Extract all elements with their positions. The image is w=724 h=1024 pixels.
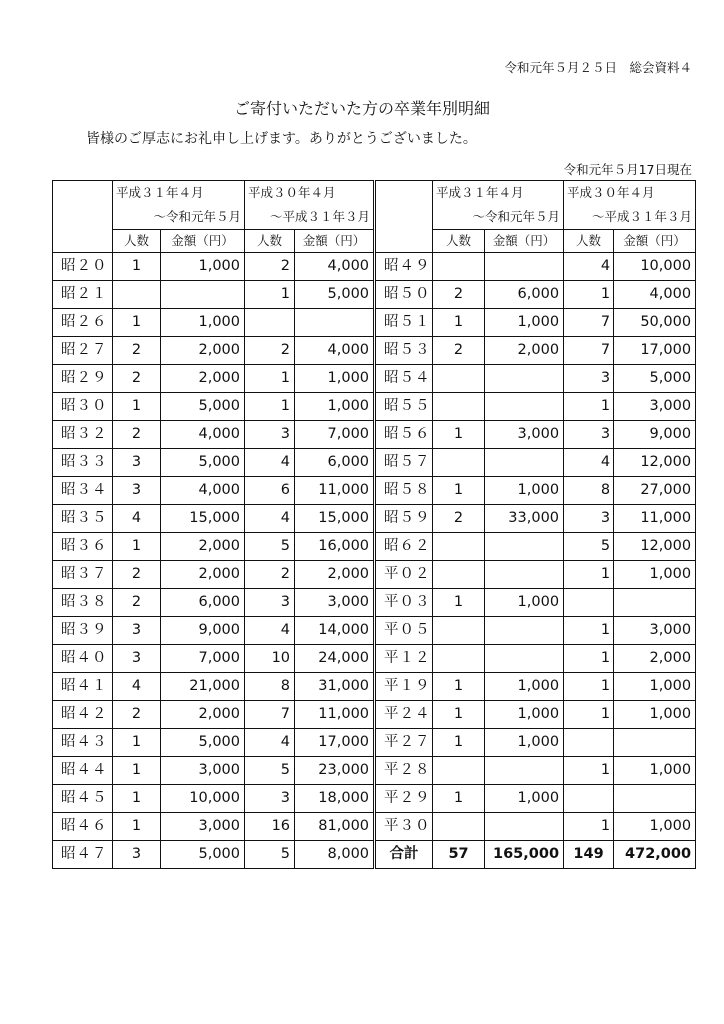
right-period-a-count: 1 xyxy=(433,785,485,813)
right-period-a-amount xyxy=(485,253,564,281)
left-period-a-end: ～令和元年５月 xyxy=(113,205,245,230)
left-period-b-amount: 11,000 xyxy=(295,477,375,505)
left-period-b-count: 10 xyxy=(245,645,295,673)
right-period-b-amount: 1,000 xyxy=(614,561,696,589)
left-period-b-count: 6 xyxy=(245,477,295,505)
amount-header: 金額（円） xyxy=(295,230,375,253)
left-period-b-amount: 18,000 xyxy=(295,785,375,813)
right-period-a-amount: 3,000 xyxy=(485,421,564,449)
table-row xyxy=(53,505,696,533)
as-of-date: 令和元年５月17日現在 xyxy=(563,162,692,177)
right-period-a-count xyxy=(433,393,485,421)
right-period-a-amount xyxy=(485,393,564,421)
left-period-b-amount: 81,000 xyxy=(295,813,375,841)
left-period-a-amount: 2,000 xyxy=(161,533,245,561)
table-row xyxy=(53,589,696,617)
right-period-a-count: 1 xyxy=(433,729,485,757)
left-period-a-amount: 3,000 xyxy=(161,813,245,841)
right-period-b-amount: 2,000 xyxy=(614,645,696,673)
right-graduation-year: 昭５９ xyxy=(375,505,433,533)
document-reference: 令和元年５月２５日 総会資料４ xyxy=(504,60,692,75)
count-header: 人数 xyxy=(245,230,295,253)
left-period-b-amount: 31,000 xyxy=(295,673,375,701)
left-period-b-amount: 17,000 xyxy=(295,729,375,757)
year-header-cell xyxy=(375,181,433,253)
right-period-a-count: 1 xyxy=(433,673,485,701)
right-graduation-year: 平１２ xyxy=(375,645,433,673)
left-period-b-count: 8 xyxy=(245,673,295,701)
right-period-b-count: 7 xyxy=(564,309,614,337)
left-graduation-year: 昭４７ xyxy=(53,841,113,869)
left-period-b-count: 3 xyxy=(245,421,295,449)
right-period-b-count xyxy=(564,785,614,813)
right-period-a-amount: 6,000 xyxy=(485,281,564,309)
right-period-a-amount xyxy=(485,813,564,841)
right-period-a-count: 2 xyxy=(433,281,485,309)
left-period-b-count: 2 xyxy=(245,337,295,365)
left-period-a-amount xyxy=(161,281,245,309)
left-graduation-year: 昭２７ xyxy=(53,337,113,365)
right-graduation-year: 昭５８ xyxy=(375,477,433,505)
right-graduation-year: 平２７ xyxy=(375,729,433,757)
left-period-a-count: 4 xyxy=(113,673,161,701)
header-row-period-end xyxy=(53,205,696,230)
left-period-a-amount: 5,000 xyxy=(161,841,245,869)
left-period-a-amount: 2,000 xyxy=(161,337,245,365)
table-row xyxy=(53,645,696,673)
right-period-b-count: 1 xyxy=(564,281,614,309)
left-period-a-amount: 2,000 xyxy=(161,701,245,729)
right-period-b-amount: 12,000 xyxy=(614,533,696,561)
left-period-b-amount: 16,000 xyxy=(295,533,375,561)
right-period-a-count xyxy=(433,561,485,589)
left-period-b-amount: 4,000 xyxy=(295,337,375,365)
left-graduation-year: 昭４６ xyxy=(53,813,113,841)
left-graduation-year: 昭３０ xyxy=(53,393,113,421)
amount-header: 金額（円） xyxy=(485,230,564,253)
right-period-b-amount: 11,000 xyxy=(614,505,696,533)
right-graduation-year: 平２８ xyxy=(375,757,433,785)
right-period-a-amount: 1,000 xyxy=(485,673,564,701)
right-period-a-amount xyxy=(485,449,564,477)
left-period-a-amount: 4,000 xyxy=(161,477,245,505)
right-period-a-count xyxy=(433,813,485,841)
left-graduation-year: 昭４５ xyxy=(53,785,113,813)
donation-table xyxy=(52,180,696,869)
count-header: 人数 xyxy=(113,230,161,253)
right-period-b-amount xyxy=(614,785,696,813)
left-period-a-count: 1 xyxy=(113,533,161,561)
left-period-b-count: 5 xyxy=(245,841,295,869)
left-period-a-count: 3 xyxy=(113,477,161,505)
left-period-a-amount: 1,000 xyxy=(161,309,245,337)
right-period-b-count: 1 xyxy=(564,701,614,729)
left-period-b-amount: 24,000 xyxy=(295,645,375,673)
right-period-a-amount xyxy=(485,645,564,673)
right-period-b-count: 1 xyxy=(564,645,614,673)
left-period-a-count: 2 xyxy=(113,421,161,449)
left-period-b-count: 4 xyxy=(245,617,295,645)
right-period-b-count: 4 xyxy=(564,253,614,281)
right-period-a-count xyxy=(433,757,485,785)
right-period-a-count: 2 xyxy=(433,337,485,365)
left-period-b-count: 4 xyxy=(245,729,295,757)
left-period-b-amount: 5,000 xyxy=(295,281,375,309)
left-period-b-count: 5 xyxy=(245,533,295,561)
left-graduation-year: 昭３９ xyxy=(53,617,113,645)
left-period-b-count: 5 xyxy=(245,757,295,785)
right-period-a-count xyxy=(433,617,485,645)
left-period-b-count: 3 xyxy=(245,589,295,617)
table-row xyxy=(53,701,696,729)
right-period-a-start: 平成３１年４月 xyxy=(433,181,564,206)
right-period-b-count: 8 xyxy=(564,477,614,505)
right-period-a-amount: 1,000 xyxy=(485,729,564,757)
right-period-a-amount xyxy=(485,365,564,393)
right-period-a-count xyxy=(433,533,485,561)
total-period-b-count: 149 xyxy=(564,841,614,869)
right-period-b-amount: 10,000 xyxy=(614,253,696,281)
right-period-a-amount xyxy=(485,757,564,785)
right-period-a-count xyxy=(433,449,485,477)
left-period-a-count: 3 xyxy=(113,841,161,869)
right-period-b-amount: 1,000 xyxy=(614,813,696,841)
left-period-a-amount: 5,000 xyxy=(161,729,245,757)
left-graduation-year: 昭３８ xyxy=(53,589,113,617)
right-period-a-amount xyxy=(485,561,564,589)
left-graduation-year: 昭４３ xyxy=(53,729,113,757)
right-graduation-year: 昭５４ xyxy=(375,365,433,393)
left-graduation-year: 昭３４ xyxy=(53,477,113,505)
right-period-b-amount: 5,000 xyxy=(614,365,696,393)
left-period-a-count: 2 xyxy=(113,365,161,393)
left-period-b-amount: 4,000 xyxy=(295,253,375,281)
left-period-b-count: 4 xyxy=(245,505,295,533)
right-period-b-amount: 17,000 xyxy=(614,337,696,365)
left-period-a-count: 4 xyxy=(113,505,161,533)
left-period-a-count: 3 xyxy=(113,449,161,477)
right-graduation-year: 平０５ xyxy=(375,617,433,645)
right-period-b-count: 3 xyxy=(564,421,614,449)
left-graduation-year: 昭３５ xyxy=(53,505,113,533)
right-graduation-year: 平０２ xyxy=(375,561,433,589)
right-period-b-amount: 3,000 xyxy=(614,393,696,421)
left-period-a-amount: 15,000 xyxy=(161,505,245,533)
left-period-a-count xyxy=(113,281,161,309)
right-graduation-year: 昭５３ xyxy=(375,337,433,365)
total-label: 合計 xyxy=(375,841,433,869)
left-graduation-year: 昭４０ xyxy=(53,645,113,673)
left-period-a-count: 1 xyxy=(113,813,161,841)
left-period-b-amount: 3,000 xyxy=(295,589,375,617)
right-period-a-count: 1 xyxy=(433,309,485,337)
total-period-a-amount: 165,000 xyxy=(485,841,564,869)
left-period-b-count: 16 xyxy=(245,813,295,841)
right-period-a-amount: 1,000 xyxy=(485,589,564,617)
left-period-a-count: 2 xyxy=(113,701,161,729)
right-period-b-amount: 27,000 xyxy=(614,477,696,505)
left-graduation-year: 昭４２ xyxy=(53,701,113,729)
table-row xyxy=(53,813,696,841)
table-row xyxy=(53,561,696,589)
total-period-b-amount: 472,000 xyxy=(614,841,696,869)
left-period-b-count xyxy=(245,309,295,337)
right-period-b-amount xyxy=(614,729,696,757)
right-period-a-end: ～令和元年５月 xyxy=(433,205,564,230)
left-period-a-start: 平成３１年４月 xyxy=(113,181,245,206)
left-period-a-count: 2 xyxy=(113,561,161,589)
left-period-a-count: 1 xyxy=(113,253,161,281)
header-row-period-start xyxy=(53,181,696,206)
table-row xyxy=(53,617,696,645)
table-row xyxy=(53,533,696,561)
left-period-a-amount: 4,000 xyxy=(161,421,245,449)
table-row xyxy=(53,673,696,701)
left-graduation-year: 昭２１ xyxy=(53,281,113,309)
left-period-b-amount: 1,000 xyxy=(295,365,375,393)
left-period-a-amount: 6,000 xyxy=(161,589,245,617)
table-row xyxy=(53,309,696,337)
left-period-b-count: 3 xyxy=(245,785,295,813)
right-period-b-count: 1 xyxy=(564,561,614,589)
right-graduation-year: 昭６２ xyxy=(375,533,433,561)
left-period-a-count: 2 xyxy=(113,337,161,365)
right-period-b-count: 1 xyxy=(564,673,614,701)
table-row xyxy=(53,281,696,309)
total-row xyxy=(53,841,696,869)
left-period-b-amount: 1,000 xyxy=(295,393,375,421)
right-period-b-count xyxy=(564,589,614,617)
left-graduation-year: 昭４４ xyxy=(53,757,113,785)
right-graduation-year: 平３０ xyxy=(375,813,433,841)
right-period-a-amount xyxy=(485,533,564,561)
page-title: ご寄付いただいた方の卒業年別明細 xyxy=(233,99,490,118)
table-row xyxy=(53,253,696,281)
left-period-b-amount: 23,000 xyxy=(295,757,375,785)
left-period-b-count: 2 xyxy=(245,561,295,589)
left-period-a-amount: 9,000 xyxy=(161,617,245,645)
left-graduation-year: 昭３２ xyxy=(53,421,113,449)
right-period-b-count: 4 xyxy=(564,449,614,477)
right-period-b-amount xyxy=(614,589,696,617)
table-row xyxy=(53,393,696,421)
left-period-a-count: 3 xyxy=(113,645,161,673)
right-period-b-count: 7 xyxy=(564,337,614,365)
table-row xyxy=(53,421,696,449)
amount-header: 金額（円） xyxy=(614,230,696,253)
table-row xyxy=(53,449,696,477)
left-period-b-amount: 14,000 xyxy=(295,617,375,645)
right-period-a-amount xyxy=(485,617,564,645)
right-period-b-count: 3 xyxy=(564,505,614,533)
left-graduation-year: 昭３３ xyxy=(53,449,113,477)
left-period-b-count: 7 xyxy=(245,701,295,729)
table-row xyxy=(53,785,696,813)
table-row xyxy=(53,337,696,365)
right-period-a-count: 2 xyxy=(433,505,485,533)
right-graduation-year: 平２４ xyxy=(375,701,433,729)
left-graduation-year: 昭３６ xyxy=(53,533,113,561)
left-graduation-year: 昭４１ xyxy=(53,673,113,701)
right-period-a-count: 1 xyxy=(433,421,485,449)
left-period-b-count: 4 xyxy=(245,449,295,477)
right-period-b-count: 1 xyxy=(564,757,614,785)
left-period-a-count: 1 xyxy=(113,757,161,785)
right-period-b-amount: 1,000 xyxy=(614,757,696,785)
right-period-a-count: 1 xyxy=(433,477,485,505)
right-period-a-count xyxy=(433,365,485,393)
table-row xyxy=(53,477,696,505)
header-row-units xyxy=(53,230,696,253)
left-period-a-amount: 5,000 xyxy=(161,393,245,421)
right-period-a-count xyxy=(433,253,485,281)
left-period-b-amount: 11,000 xyxy=(295,701,375,729)
right-period-a-amount: 1,000 xyxy=(485,785,564,813)
right-period-b-start: 平成３０年４月 xyxy=(564,181,696,206)
right-period-a-amount: 1,000 xyxy=(485,309,564,337)
left-period-a-count: 3 xyxy=(113,617,161,645)
left-period-a-count: 2 xyxy=(113,589,161,617)
left-period-b-amount: 6,000 xyxy=(295,449,375,477)
right-period-b-amount: 1,000 xyxy=(614,701,696,729)
table-row xyxy=(53,365,696,393)
right-period-a-amount: 1,000 xyxy=(485,477,564,505)
left-graduation-year: 昭３７ xyxy=(53,561,113,589)
left-period-a-amount: 5,000 xyxy=(161,449,245,477)
left-period-b-count: 1 xyxy=(245,281,295,309)
right-period-b-end: ～平成３１年３月 xyxy=(564,205,696,230)
left-period-a-amount: 3,000 xyxy=(161,757,245,785)
count-header: 人数 xyxy=(433,230,485,253)
right-period-b-amount: 9,000 xyxy=(614,421,696,449)
left-period-a-amount: 21,000 xyxy=(161,673,245,701)
left-graduation-year: 昭２０ xyxy=(53,253,113,281)
right-graduation-year: 平２９ xyxy=(375,785,433,813)
right-period-a-amount: 2,000 xyxy=(485,337,564,365)
left-period-b-amount: 8,000 xyxy=(295,841,375,869)
right-period-a-count: 1 xyxy=(433,701,485,729)
right-period-a-count xyxy=(433,645,485,673)
amount-header: 金額（円） xyxy=(161,230,245,253)
right-graduation-year: 昭４９ xyxy=(375,253,433,281)
left-period-b-amount: 2,000 xyxy=(295,561,375,589)
right-period-b-count: 3 xyxy=(564,365,614,393)
left-period-a-count: 1 xyxy=(113,393,161,421)
left-period-b-amount xyxy=(295,309,375,337)
table-row xyxy=(53,757,696,785)
left-period-a-amount: 2,000 xyxy=(161,365,245,393)
right-period-b-amount: 4,000 xyxy=(614,281,696,309)
right-period-b-count xyxy=(564,729,614,757)
left-period-b-start: 平成３０年４月 xyxy=(245,181,375,206)
left-period-a-count: 1 xyxy=(113,785,161,813)
right-graduation-year: 昭５６ xyxy=(375,421,433,449)
right-period-a-amount: 33,000 xyxy=(485,505,564,533)
right-period-b-amount: 1,000 xyxy=(614,673,696,701)
left-period-b-count: 1 xyxy=(245,393,295,421)
right-period-b-count: 5 xyxy=(564,533,614,561)
right-period-a-amount: 1,000 xyxy=(485,701,564,729)
left-graduation-year: 昭２６ xyxy=(53,309,113,337)
left-period-b-amount: 15,000 xyxy=(295,505,375,533)
year-header-cell xyxy=(53,181,113,253)
right-period-b-amount: 50,000 xyxy=(614,309,696,337)
right-graduation-year: 平０３ xyxy=(375,589,433,617)
left-period-b-count: 2 xyxy=(245,253,295,281)
right-graduation-year: 昭５５ xyxy=(375,393,433,421)
total-period-a-count: 57 xyxy=(433,841,485,869)
left-period-a-count: 1 xyxy=(113,309,161,337)
right-graduation-year: 昭５７ xyxy=(375,449,433,477)
left-period-b-count: 1 xyxy=(245,365,295,393)
right-period-b-amount: 3,000 xyxy=(614,617,696,645)
right-period-a-count: 1 xyxy=(433,589,485,617)
left-period-a-amount: 2,000 xyxy=(161,561,245,589)
right-period-b-count: 1 xyxy=(564,617,614,645)
right-period-b-amount: 12,000 xyxy=(614,449,696,477)
right-graduation-year: 平１９ xyxy=(375,673,433,701)
right-graduation-year: 昭５１ xyxy=(375,309,433,337)
left-period-a-amount: 10,000 xyxy=(161,785,245,813)
left-period-b-end: ～平成３１年３月 xyxy=(245,205,375,230)
right-period-b-count: 1 xyxy=(564,393,614,421)
table-row xyxy=(53,729,696,757)
left-period-a-amount: 7,000 xyxy=(161,645,245,673)
right-graduation-year: 昭５０ xyxy=(375,281,433,309)
left-period-a-count: 1 xyxy=(113,729,161,757)
thanks-message: 皆様のご厚志にお礼申し上げます。ありがとうございました。 xyxy=(86,131,477,147)
left-graduation-year: 昭２９ xyxy=(53,365,113,393)
left-period-b-amount: 7,000 xyxy=(295,421,375,449)
right-period-b-count: 1 xyxy=(564,813,614,841)
count-header: 人数 xyxy=(564,230,614,253)
left-period-a-amount: 1,000 xyxy=(161,253,245,281)
